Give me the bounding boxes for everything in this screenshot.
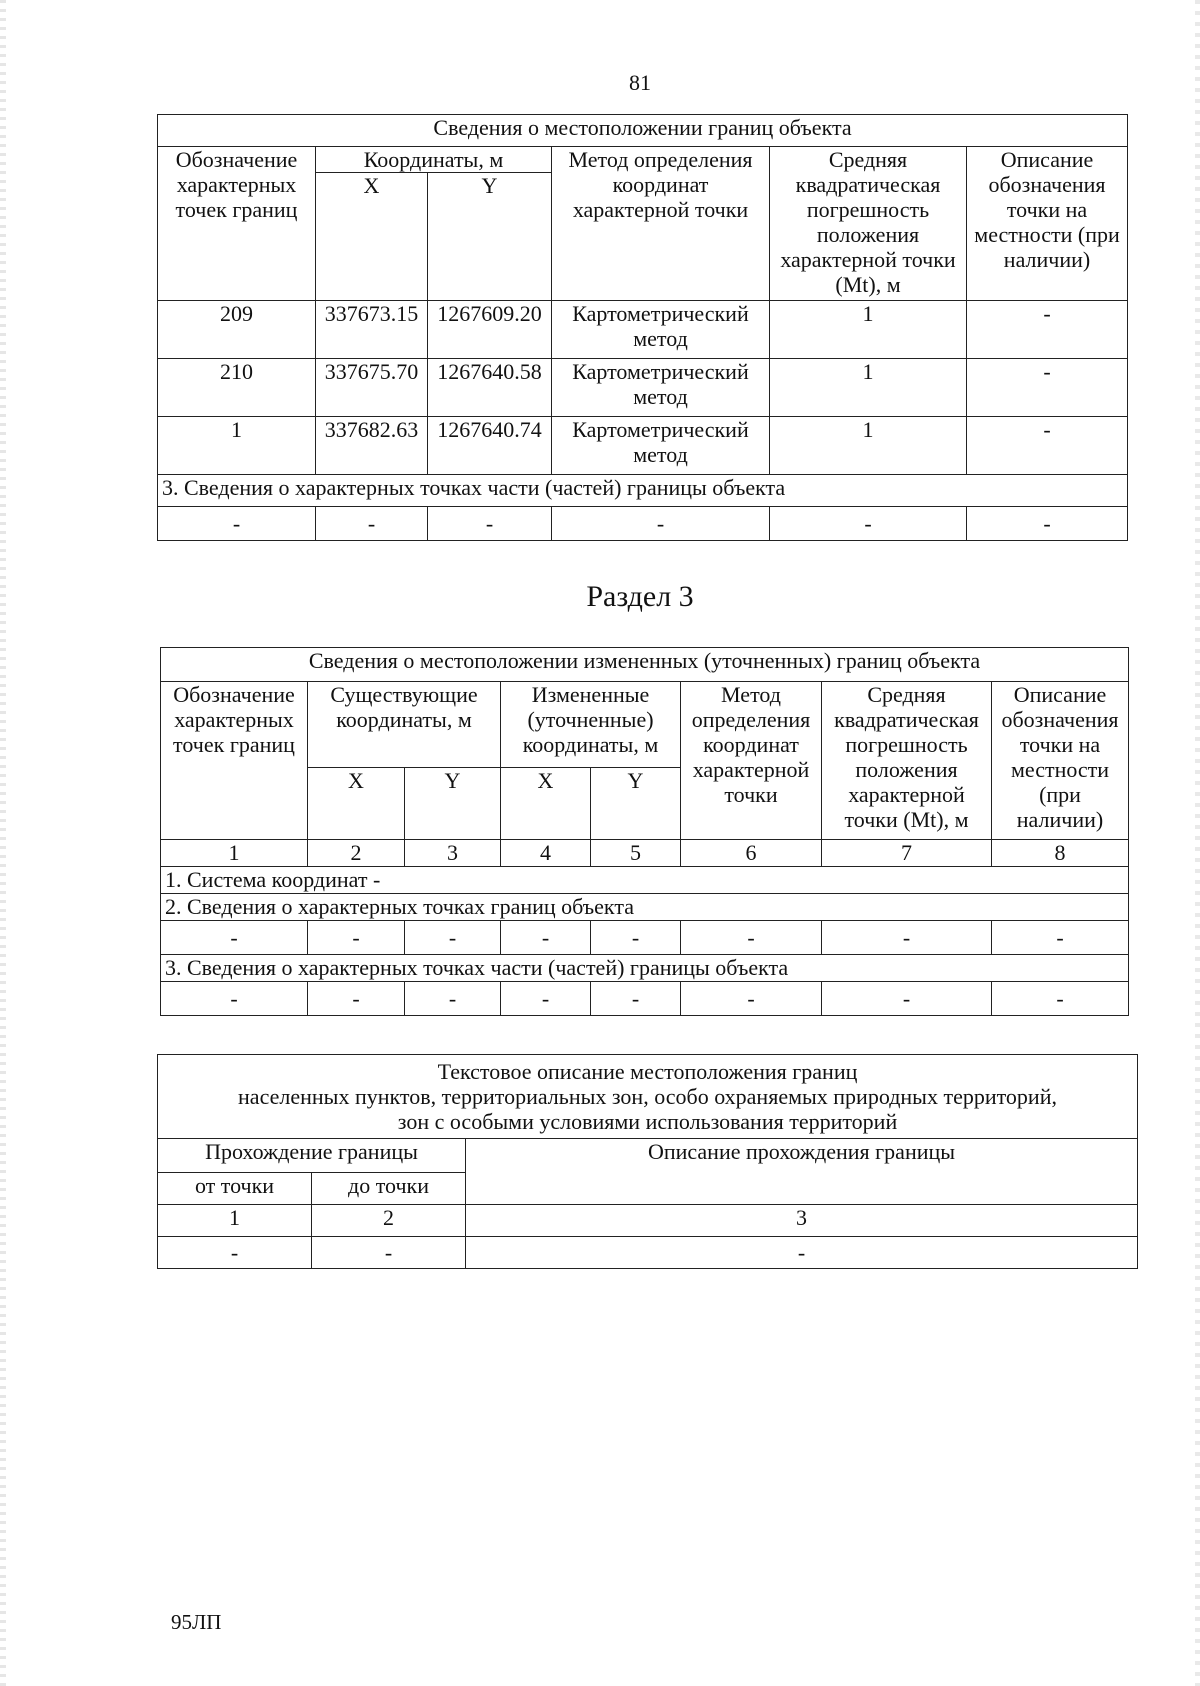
cell-empty: - <box>770 507 967 541</box>
column-number-row <box>161 840 1129 867</box>
table-row <box>158 417 1128 475</box>
header-method: Метод определения координат характерной точки <box>552 147 770 301</box>
cell-empty: - <box>308 921 405 955</box>
cell-empty: - <box>822 921 992 955</box>
column-number: 1 <box>161 840 308 867</box>
cell-desc: - <box>967 417 1128 475</box>
section-row <box>158 475 1128 507</box>
table-title: Сведения о местоположении границ объекта <box>158 115 1128 147</box>
cell-error: 1 <box>770 301 967 359</box>
table-row <box>158 359 1128 417</box>
cell-empty: - <box>992 982 1129 1016</box>
cell-empty: - <box>681 982 822 1016</box>
cell-empty: - <box>591 982 681 1016</box>
section-row <box>161 955 1129 982</box>
table-title-row <box>158 115 1128 147</box>
cell-empty: - <box>501 982 591 1016</box>
cell-method: Картометрический метод <box>552 359 770 417</box>
header-point: Обозначение характерных точек границ <box>161 682 308 840</box>
cell-point: 209 <box>158 301 316 359</box>
cell-empty: - <box>591 921 681 955</box>
header-desc: Описание обозначения точки на местности (при наличии) <box>992 682 1129 840</box>
header-x: X <box>501 768 591 840</box>
header-to-point: до точки <box>312 1173 466 1205</box>
header-y: Y <box>591 768 681 840</box>
header-point: Обозначение характерных точек границ <box>158 147 316 301</box>
scan-edge-right <box>1195 0 1200 1686</box>
cell-empty: - <box>161 921 308 955</box>
column-number: 4 <box>501 840 591 867</box>
cell-empty: - <box>501 921 591 955</box>
table-row <box>158 1237 1138 1269</box>
title-line: Текстовое описание местоположения границ <box>437 1059 858 1084</box>
cell-point: 210 <box>158 359 316 417</box>
cell-x: 337673.15 <box>316 301 428 359</box>
cell-empty: - <box>552 507 770 541</box>
cell-empty: - <box>158 1237 312 1269</box>
table-title-row <box>158 1055 1138 1139</box>
cell-y: 1267640.58 <box>428 359 552 417</box>
header-description: Описание прохождения границы <box>466 1139 1138 1205</box>
cell-empty: - <box>158 507 316 541</box>
cell-desc: - <box>967 301 1128 359</box>
column-number: 7 <box>822 840 992 867</box>
section-row <box>161 867 1129 894</box>
section3-label: 3. Сведения о характерных точках части (частей) границы объекта <box>158 475 1128 507</box>
header-changed: Измененные (уточненные) координаты, м <box>501 682 681 768</box>
cell-x: 337675.70 <box>316 359 428 417</box>
cell-empty: - <box>316 507 428 541</box>
column-number: 2 <box>312 1205 466 1237</box>
cell-method: Картометрический метод <box>552 301 770 359</box>
page-number: 81 <box>629 70 651 95</box>
header-method: Метод определения координат характерной точки <box>681 682 822 840</box>
cell-empty: - <box>992 921 1129 955</box>
scan-edge-left <box>0 0 6 1686</box>
table-row <box>158 301 1128 359</box>
table-header-row <box>158 147 1128 173</box>
column-number: 3 <box>405 840 501 867</box>
section2-label: 2. Сведения о характерных точках границ объекта <box>161 894 1129 921</box>
table-row <box>161 921 1129 955</box>
header-coords: Координаты, м <box>316 147 552 173</box>
cell-y: 1267640.74 <box>428 417 552 475</box>
cell-y: 1267609.20 <box>428 301 552 359</box>
cell-error: 1 <box>770 417 967 475</box>
section3-label: 3. Сведения о характерных точках части (частей) границы объекта <box>161 955 1129 982</box>
table-header-row <box>161 682 1129 768</box>
cell-desc: - <box>967 359 1128 417</box>
cell-method: Картометрический метод <box>552 417 770 475</box>
header-x: X <box>316 173 428 301</box>
table-row <box>158 507 1128 541</box>
column-number: 1 <box>158 1205 312 1237</box>
text-description-table <box>157 1054 1138 1269</box>
header-x: X <box>308 768 405 840</box>
cell-empty: - <box>466 1237 1138 1269</box>
header-y: Y <box>428 173 552 301</box>
cell-empty: - <box>161 982 308 1016</box>
title-line: зон с особыми условиями использования территорий <box>397 1109 898 1134</box>
changed-boundary-table <box>160 647 1129 1016</box>
column-number: 6 <box>681 840 822 867</box>
cell-empty: - <box>967 507 1128 541</box>
table-title: Сведения о местоположении измененных (уточненных) границ объекта <box>161 648 1129 682</box>
table-row <box>161 982 1129 1016</box>
cell-empty: - <box>428 507 552 541</box>
table-header-row <box>158 1139 1138 1173</box>
header-existing: Существующие координаты, м <box>308 682 501 768</box>
header-passage: Прохождение границы <box>158 1139 466 1173</box>
table-title <box>158 1055 1138 1139</box>
cell-empty: - <box>681 921 822 955</box>
column-number: 5 <box>591 840 681 867</box>
cell-empty: - <box>405 921 501 955</box>
column-number: 3 <box>466 1205 1138 1237</box>
cell-empty: - <box>822 982 992 1016</box>
section-heading: Раздел 3 <box>586 580 694 613</box>
section-row <box>161 894 1129 921</box>
boundary-table <box>157 114 1128 541</box>
column-number: 8 <box>992 840 1129 867</box>
cell-point: 1 <box>158 417 316 475</box>
header-error: Средняя квадратическая погрешность положения характерной точки (Mt), м <box>770 147 967 301</box>
column-number: 2 <box>308 840 405 867</box>
header-from-point: от точки <box>158 1173 312 1205</box>
cell-x: 337682.63 <box>316 417 428 475</box>
column-number-row <box>158 1205 1138 1237</box>
header-y: Y <box>405 768 501 840</box>
document-code: 95ЛП <box>171 1610 222 1634</box>
cell-empty: - <box>308 982 405 1016</box>
table-title-row <box>161 648 1129 682</box>
header-desc: Описание обозначения точки на местности (при наличии) <box>967 147 1128 301</box>
coord-system-label: 1. Система координат - <box>161 867 1129 894</box>
cell-error: 1 <box>770 359 967 417</box>
title-line: населенных пунктов, территориальных зон, особо охраняемых природных территорий, <box>238 1084 1057 1109</box>
cell-empty: - <box>405 982 501 1016</box>
cell-empty: - <box>312 1237 466 1269</box>
header-error: Средняя квадратическая погрешность положения характерной точки (Mt), м <box>822 682 992 840</box>
